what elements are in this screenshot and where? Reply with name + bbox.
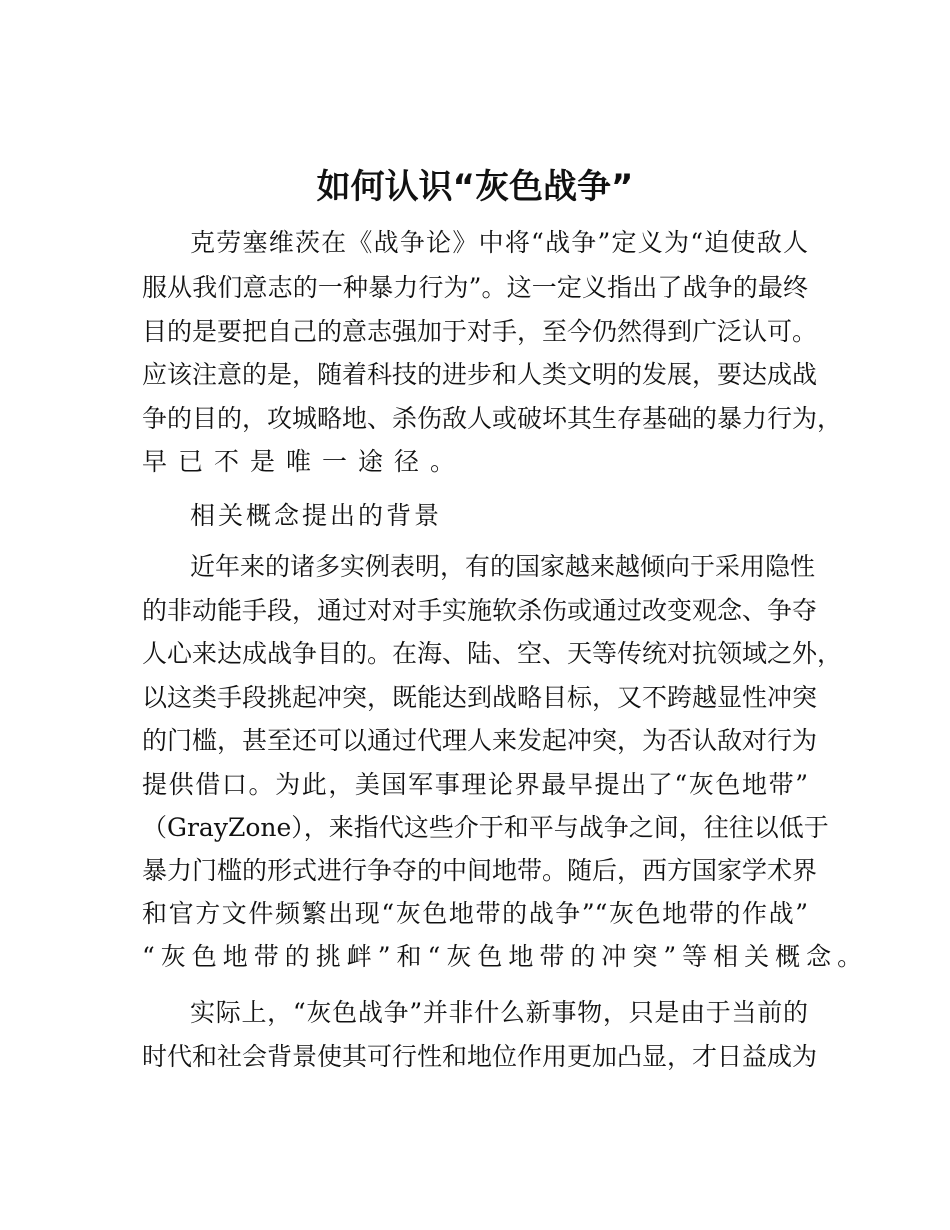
paragraph-line: 近年来的诸多实例表明，有的国家越来越倾向于采用隐性: [190, 552, 816, 581]
paragraph-line: 暴力门槛的形式进行争夺的中间地带。随后，西方国家学术界: [142, 856, 818, 885]
paragraph-line: “灰色地带的挑衅”和“灰色地带的冲突”等相关概念。: [142, 942, 869, 971]
paragraph-line: 服从我们意志的一种暴力行为”。这一定义指出了战争的最终: [142, 273, 808, 302]
paragraph-line: 克劳塞维茨在《战争论》中将“战争”定义为“迫使敌人: [190, 228, 808, 257]
paragraph-line: 应该注意的是，随着科技的进步和人类文明的发展，要达成战: [142, 360, 818, 389]
paragraph-line: 的非动能手段，通过对对手实施软杀伤或通过改变观念、争夺: [142, 596, 818, 625]
paragraph-line: 的门槛，甚至还可以通过代理人来发起冲突，为否认敌对行为: [142, 726, 818, 755]
paragraph-line: 和官方文件频繁出现“灰色地带的战争”“灰色地带的作战”: [142, 899, 808, 928]
paragraph-line: 早已不是唯一途径。: [142, 447, 467, 476]
paragraph-line: （GrayZone），来指代这些介于和平与战争之间，往往以低于: [142, 813, 829, 842]
paragraph-line: 提供借口。为此，美国军事理论界最早提出了“灰色地带”: [142, 770, 808, 799]
paragraph-line: 目的是要把自己的意志强加于对手，至今仍然得到广泛认可。: [142, 317, 818, 346]
paragraph-line: 时代和社会背景使其可行性和地位作用更加凸显，才日益成为: [142, 1042, 818, 1071]
paragraph-line: 以这类手段挑起冲突，既能达到战略目标，又不跨越显性冲突: [142, 683, 818, 712]
paragraph-line: 实际上，“灰色战争”并非什么新事物，只是由于当前的: [190, 998, 808, 1027]
document-title: 如何认识“灰色战争”: [316, 167, 634, 207]
paragraph-line: 人心来达成战争目的。在海、陆、空、天等传统对抗领域之外，: [142, 639, 843, 668]
paragraph-line: 争的目的，攻城略地、杀伤敌人或破坏其生存基础的暴力行为，: [142, 404, 843, 433]
section-heading: 相关概念提出的背景: [190, 501, 443, 530]
